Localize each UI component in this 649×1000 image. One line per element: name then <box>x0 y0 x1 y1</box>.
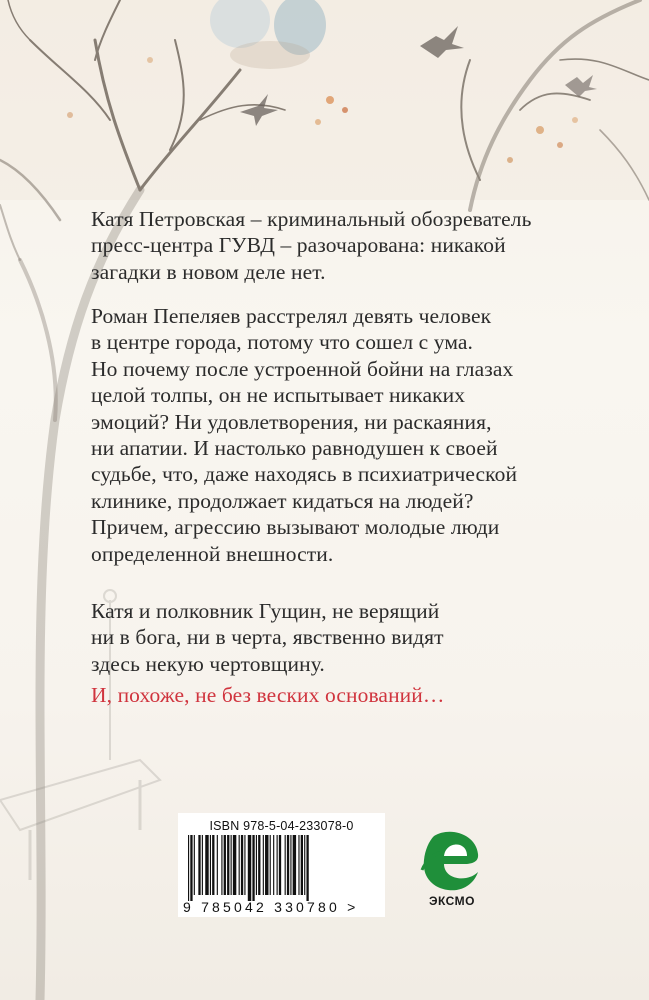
blurb-paragraph-3 <box>91 598 611 677</box>
blurb-line: целой толпы, он не испытывает никаких <box>91 383 466 408</box>
blurb-line: Катя и полковник Гущин, не верящий <box>91 599 440 623</box>
blurb-line: определенной внешности. <box>91 541 334 566</box>
barcode-icon <box>186 835 376 907</box>
blurb-line: загадки в новом деле нет. <box>91 259 326 284</box>
ean-digits: 9 785042 330780 > <box>183 899 359 915</box>
blurb-line: Катя Петровская – криминальный обозреватель <box>91 207 532 231</box>
blurb-paragraph-2 <box>91 303 611 567</box>
blurb-line: здесь некую чертовщину. <box>91 651 325 676</box>
blurb-line: Роман Пепеляев расстрелял девять человек <box>91 304 492 328</box>
blurb-line: пресс-центра ГУВД – разочарована: никакой <box>91 233 506 258</box>
blurb-paragraph-1 <box>91 206 611 285</box>
isbn-barcode <box>178 813 385 917</box>
blurb-line: ни апатии. И настолько равнодушен к своей <box>91 436 498 461</box>
blurb-line: клинике, продолжает кидаться на людей? <box>91 488 474 513</box>
figure-shadow <box>230 41 310 69</box>
blurb-line: Причем, агрессию вызывают молодые люди <box>91 515 500 540</box>
blurb-line: в центре города, потому что сошел с ума. <box>91 330 474 355</box>
blurb-line: судьбе, что, даже находясь в психиатрической <box>91 462 518 487</box>
publisher-logo <box>414 830 494 920</box>
eksmo-logo-icon <box>420 830 484 892</box>
blurb-line: Но почему после устроенной бойни на глазах <box>91 356 514 381</box>
publisher-name: ЭКСМО <box>428 894 476 908</box>
tagline: И, похоже, не без веских оснований… <box>91 683 445 707</box>
blurb-line: ни в бога, ни в черта, явственно видят <box>91 625 444 650</box>
blurb-line: эмоций? Ни удовлетворения, ни раскаяния, <box>91 409 492 434</box>
isbn-number: ISBN 978-5-04-233078-0 <box>209 819 354 833</box>
